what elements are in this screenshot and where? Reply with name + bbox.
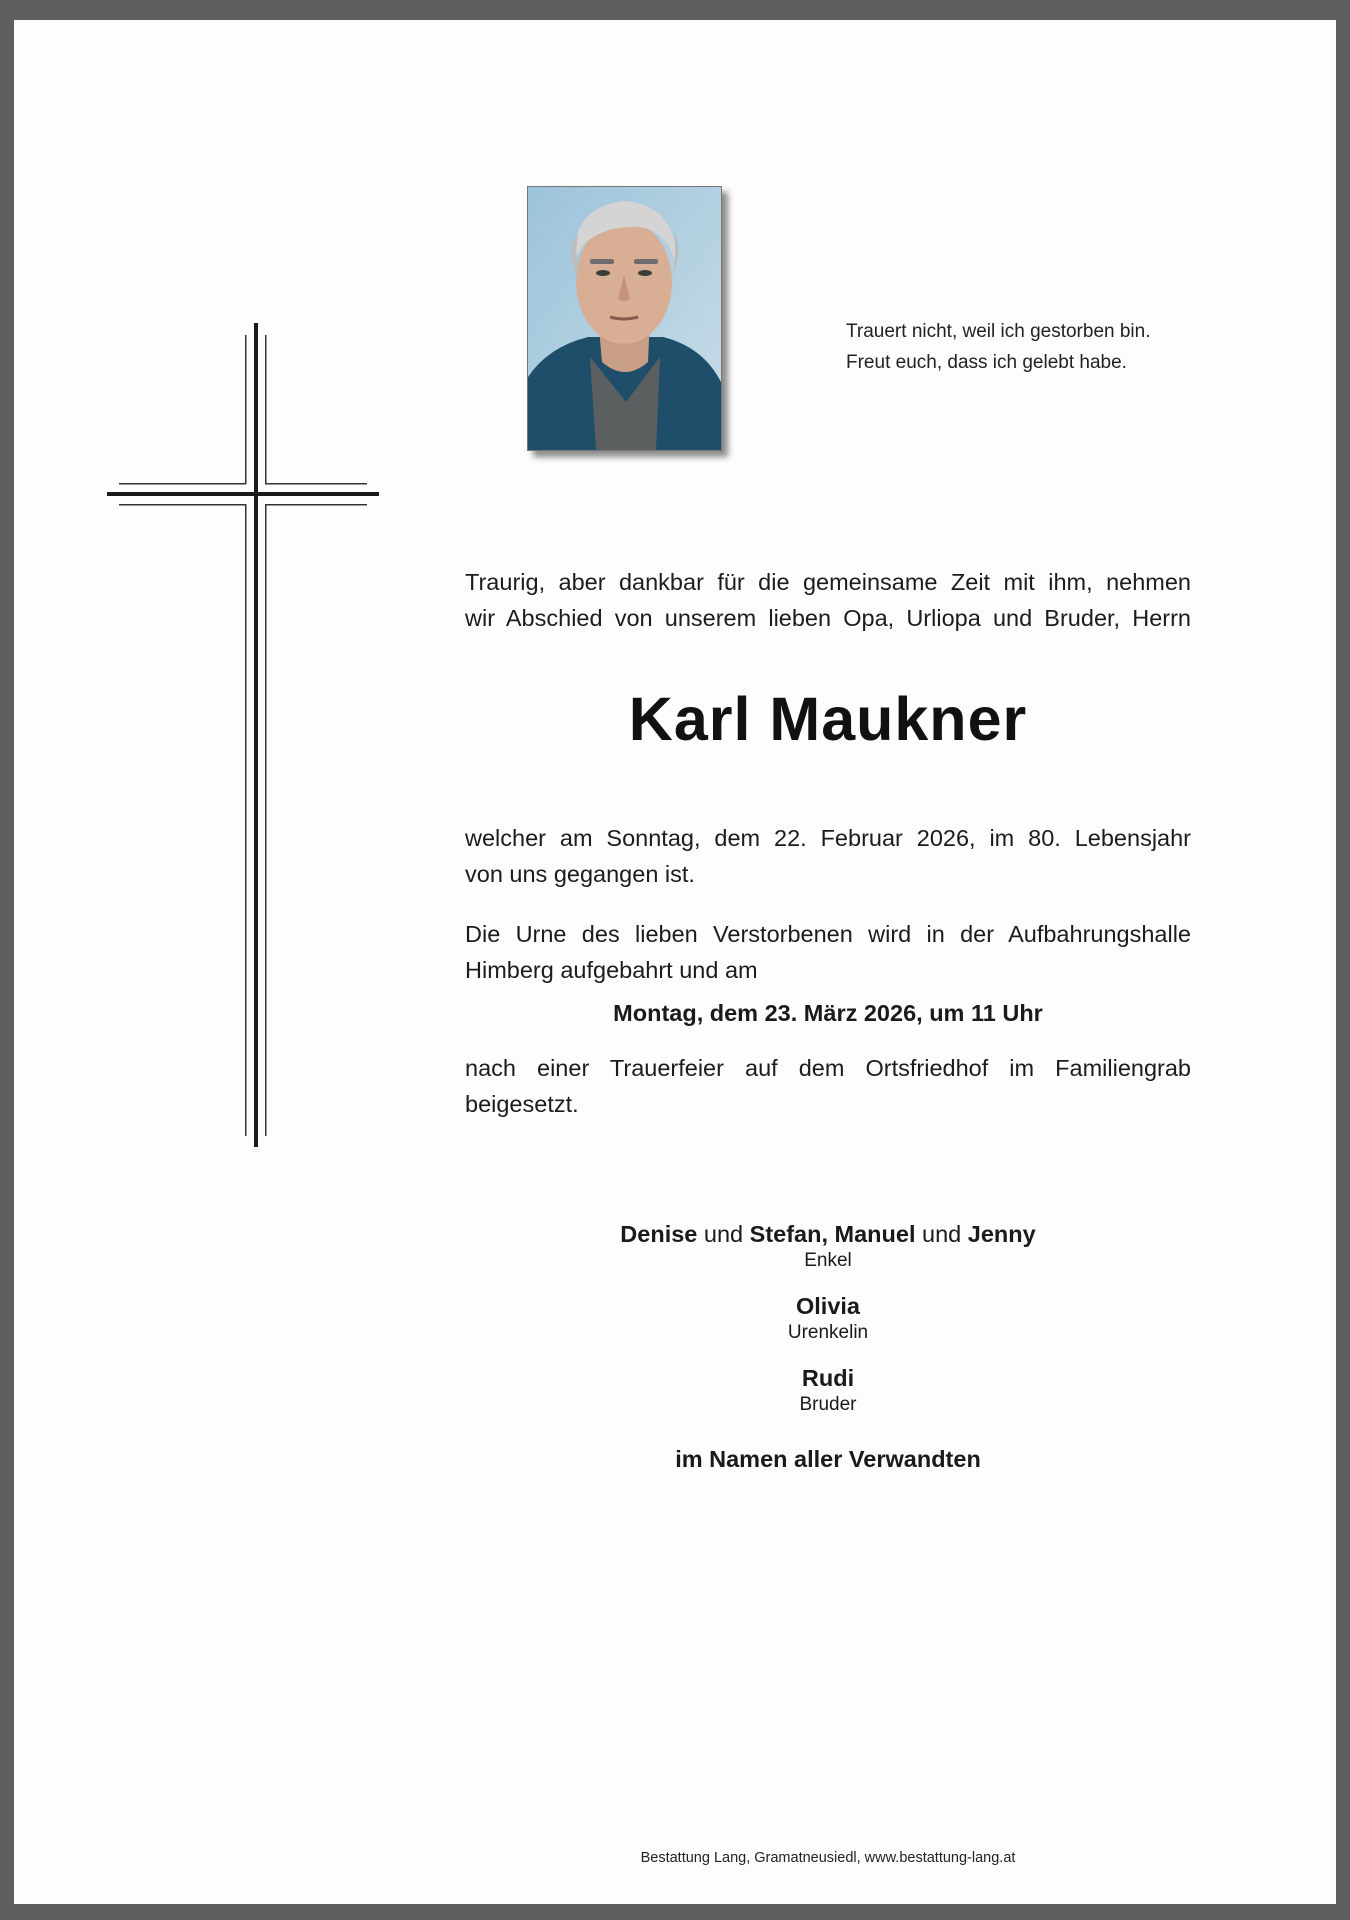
- motto-quote: [846, 316, 1226, 378]
- death-notice-sheet: [14, 20, 1336, 1904]
- mourner-name: Stefan, Manuel: [749, 1221, 916, 1247]
- intro-line: wir Abschied von unserem lieben Opa, Urliopa und Bruder, Herrn: [465, 605, 1191, 631]
- urn-notice-paragraph: [465, 916, 1191, 988]
- funeral-date: Montag, dem 23. März 2026, um 11 Uhr: [613, 1000, 1043, 1026]
- motto-line: Freut euch, dass ich gelebt habe.: [846, 352, 1127, 373]
- urn-notice-line: Himberg aufgebahrt und am: [465, 957, 758, 983]
- mourner-relation: Bruder: [799, 1394, 857, 1415]
- grandchildren-names: [465, 1219, 1191, 1249]
- motto-line: Trauert nicht, weil ich gestorben bin.: [846, 321, 1151, 342]
- mourner-relation: Urenkelin: [787, 1322, 869, 1343]
- mourner-relation: Enkel: [804, 1250, 852, 1271]
- death-notice-line: welcher am Sonntag, dem 22. Februar 2026, im 80. Lebensjahr: [465, 825, 1191, 851]
- cross-icon: [107, 323, 387, 1147]
- funeral-home-footer: Bestattung Lang, Gramatneusiedl, www.bestattung-lang.at: [640, 1850, 1016, 1866]
- mourner-name: Jenny: [967, 1221, 1036, 1247]
- on-behalf-line: im Namen aller Verwandten: [675, 1446, 981, 1472]
- name-joiner: und: [915, 1221, 968, 1247]
- burial-notice-paragraph: [465, 1050, 1191, 1122]
- death-notice-paragraph: [465, 820, 1191, 892]
- urn-notice-line: Die Urne des lieben Verstorbenen wird in der Aufbahrungshalle: [465, 921, 1191, 947]
- death-notice-line: von uns gegangen ist.: [465, 861, 695, 887]
- deceased-name: Karl Maukner: [628, 685, 1028, 753]
- mourner-name: Denise: [620, 1221, 698, 1247]
- mourner-name: Rudi: [801, 1365, 855, 1391]
- burial-notice-line: beigesetzt.: [465, 1091, 579, 1117]
- name-joiner: und: [697, 1221, 750, 1247]
- intro-line: Traurig, aber dankbar für die gemeinsame Zeit mit ihm, nehmen: [465, 569, 1191, 595]
- intro-paragraph: [465, 564, 1191, 636]
- mourner-name: Olivia: [795, 1293, 860, 1319]
- burial-notice-line: nach einer Trauerfeier auf dem Ortsfriedhof im Familiengrab: [465, 1055, 1191, 1081]
- sibling-name: [465, 1363, 1191, 1393]
- great-grandchild-name: [465, 1291, 1191, 1321]
- portrait-photo: [527, 186, 722, 451]
- mourners-list: [465, 1219, 1191, 1435]
